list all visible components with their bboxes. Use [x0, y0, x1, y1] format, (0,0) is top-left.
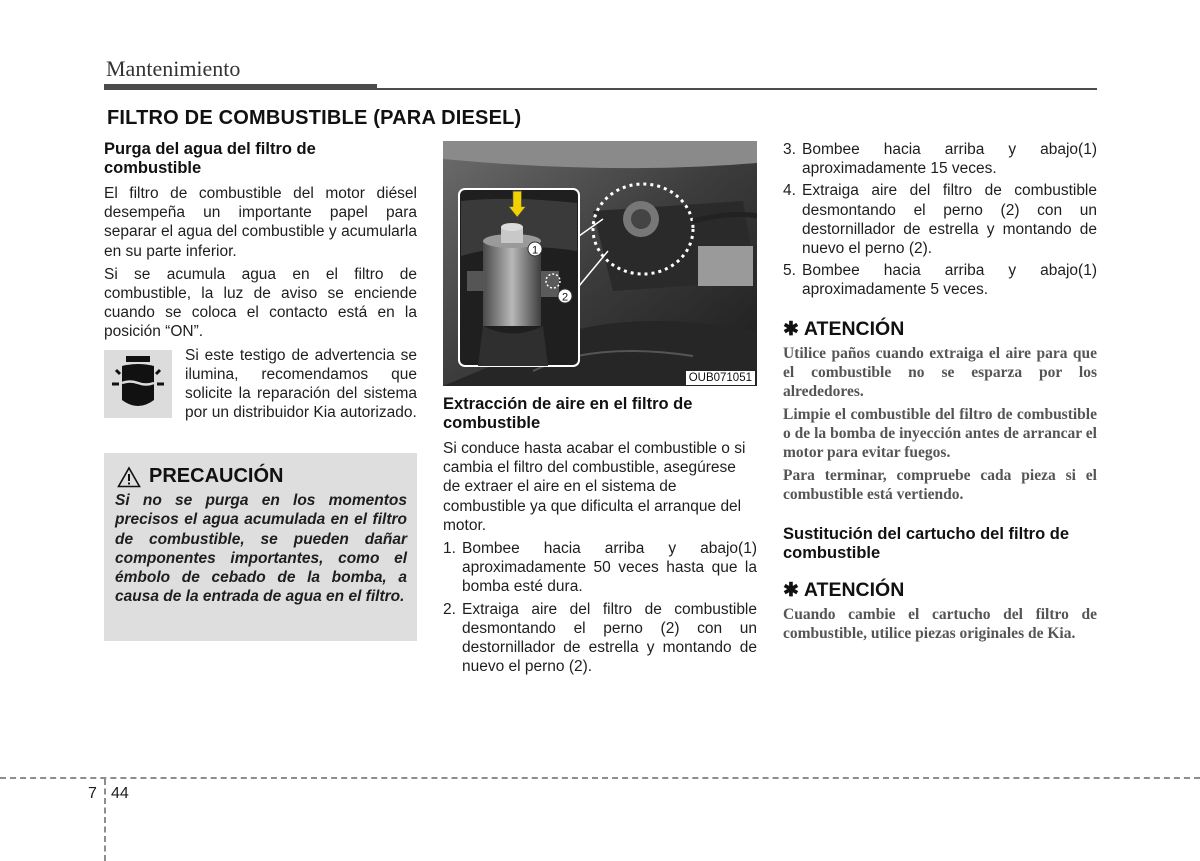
chapter-number: 7 — [88, 785, 97, 802]
step-number: 5. — [783, 262, 796, 280]
attention-heading — [783, 578, 1097, 601]
caution-text: Si no se purga en los momentos precisos el agua acumulada en el filtro de combustible, se pueden dañar componentes importantes, como el émbolo de cebado de la bomba, a causa de la entrada de agua en el filtro. — [115, 492, 407, 606]
photo-code: OUB071051 — [686, 371, 755, 385]
attention-text: Utilice paños cuando extraiga el aire para que el combustible no se esparza por los alrededores. — [783, 344, 1097, 400]
section-heading: Purga del agua del filtro de combustible — [104, 140, 316, 177]
section-heading: Sustitución del cartucho del filtro de combustible — [783, 524, 1070, 562]
list-item — [783, 181, 1097, 258]
steps-list — [443, 539, 757, 676]
attention-text: Limpie el combustible del filtro de combustible o de la bomba de inyección antes de arrancar el motor para evitar fuegos. — [783, 405, 1097, 461]
attention-heading — [783, 317, 1097, 340]
step-number: 4. — [783, 182, 796, 200]
warning-light-block — [104, 346, 417, 423]
water-in-fuel-icon — [104, 350, 172, 418]
list-item — [783, 261, 1097, 299]
step-text: Extraiga aire del filtro de combustible desmontando el perno (2) con un destornillador de estrella y montando de nuevo el perno (2). — [802, 182, 1097, 258]
caution-box — [104, 453, 417, 641]
step-text: Bombee hacia arriba y abajo(1) aproximadamente 15 veces. — [802, 141, 1097, 178]
paragraph: Si se acumula agua en el filtro de combustible, la luz de aviso se enciende cuando se coloca el contacto está en la posición “ON”. — [104, 265, 417, 341]
list-item — [443, 539, 757, 597]
list-item — [443, 600, 757, 677]
step-number: 3. — [783, 141, 796, 158]
page-title: FILTRO DE COMBUSTIBLE (PARA DIESEL) — [107, 107, 522, 129]
step-text: Extraiga aire del filtro de combustible desmontando el perno (2) con un destornillador de estrella y montando de nuevo el perno (2). — [462, 600, 757, 676]
attention-text: Para terminar, compruebe cada pieza si el combustible está vertiendo. — [783, 466, 1097, 503]
callout-1: 1 — [531, 244, 539, 257]
header-rule — [104, 84, 377, 90]
step-number: 1. — [443, 540, 456, 558]
steps-list — [783, 140, 1097, 300]
section-heading: Extracción de aire en el filtro de combustible — [443, 395, 693, 432]
column-left — [104, 140, 417, 422]
column-middle — [443, 395, 757, 679]
attention-title: ATENCIÓN — [803, 578, 905, 601]
step-number: 2. — [443, 600, 456, 618]
attention-title: ATENCIÓN — [803, 317, 905, 340]
page-number: 44 — [111, 785, 129, 802]
asterisk-icon: ✱ — [783, 318, 799, 340]
paragraph: El filtro de combustible del motor diésel desempeña un importante papel para separar el agua del combustible y acumularla en su parte inferior. — [104, 185, 417, 260]
paragraph: Si conduce hasta acabar el combustible o si cambia el filtro del combustible, asegúrese de extraer el aire en el sistema de combustible ya que dificulta el arranque del motor. — [443, 440, 746, 534]
step-text: Bombee hacia arriba y abajo(1) aproximadamente 50 veces hasta que la bomba esté dura. — [462, 540, 757, 596]
attention-text: Cuando cambie el cartucho del filtro de combustible, utilice piezas originales de Kia. — [783, 606, 1097, 643]
engine-photo — [443, 141, 757, 386]
caution-title: PRECAUCIÓN — [149, 465, 284, 487]
footer-divider — [104, 779, 106, 861]
warning-light-text: Si este testigo de advertencia se ilumina, recomendamos que solicite la reparación del sistema por un distribuidor Kia autorizado. — [185, 346, 417, 422]
list-item — [783, 140, 1097, 178]
warning-triangle-icon — [117, 466, 141, 488]
footer-rule — [0, 777, 1200, 779]
caution-heading — [117, 465, 283, 488]
column-right — [783, 140, 1097, 647]
section-label: Mantenimiento — [106, 56, 241, 81]
asterisk-icon: ✱ — [783, 579, 799, 601]
callout-2: 2 — [561, 291, 569, 304]
step-text: Bombee hacia arriba y abajo(1) aproximadamente 5 veces. — [802, 262, 1097, 299]
header-rule-thin — [377, 88, 1097, 90]
